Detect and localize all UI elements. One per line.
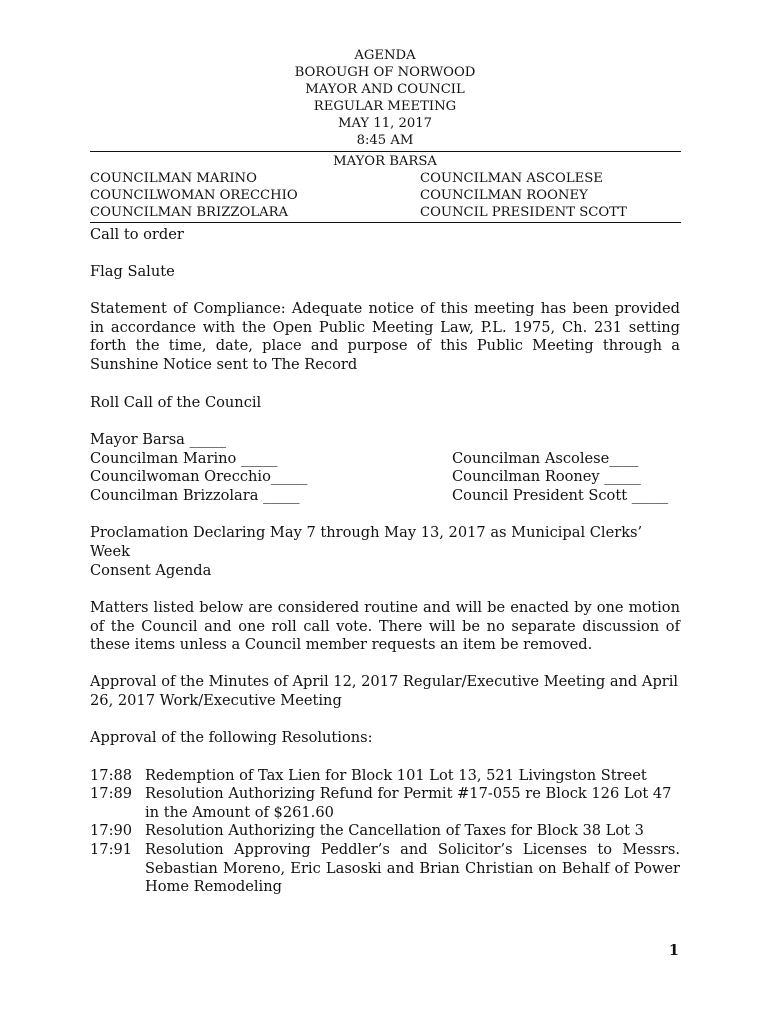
resolution-text: Resolution Authorizing the Cancellation of Taxes for Block 38 Lot 3 bbox=[145, 822, 644, 839]
flag-salute: Flag Salute bbox=[90, 263, 175, 280]
resolution-text: Resolution Approving Peddler’s and Solicitor’s Licenses to Messrs. Sebastian Moreno, Eric Lasoski and Brian Christian on Behalf of Power Home Remodeling bbox=[145, 841, 680, 896]
statement-of-compliance: Statement of Compliance: Adequate notice of this meeting has been provided in accordance with the Open Public Meeting Law, P.L. 1975, Ch. 231 setting forth the time, date, place and purpose of this Public Meeting through a Sunshine Notice sent to The Record bbox=[90, 300, 680, 373]
resolutions-title: Approval of the following Resolutions: bbox=[90, 729, 373, 746]
roll-call-left-3: Councilman Brizzolara _____ bbox=[90, 487, 300, 504]
resolution-number: 17:90 bbox=[90, 822, 133, 839]
roll-call-left-1: Councilman Marino _____ bbox=[90, 450, 278, 467]
resolution-number: 17:91 bbox=[90, 841, 133, 858]
proclamation: Proclamation Declaring May 7 through May 13, 2017 as Municipal Clerks’ Week bbox=[90, 524, 643, 560]
mayor-name: MAYOR BARSA bbox=[333, 154, 437, 169]
roll-call-left-2: Councilwoman Orecchio_____ bbox=[90, 468, 308, 485]
council-member-right-1: COUNCILMAN ASCOLESE bbox=[420, 171, 603, 186]
call-to-order: Call to order bbox=[90, 226, 184, 243]
resolution-text-continued: in the Amount of $261.60 bbox=[145, 804, 334, 821]
consent-agenda-text: Matters listed below are considered routine and will be enacted by one motion of the Council and one roll call vote. There will be no separate discussion of these items unless a Council member requests an item be removed. bbox=[90, 599, 680, 654]
council-member-right-3: COUNCIL PRESIDENT SCOTT bbox=[420, 205, 627, 220]
body-name: MAYOR AND COUNCIL bbox=[305, 82, 465, 97]
meeting-type: REGULAR MEETING bbox=[313, 99, 457, 114]
page-number: 1 bbox=[668, 942, 679, 959]
agenda-title: AGENDA bbox=[354, 48, 416, 63]
resolution-number: 17:89 bbox=[90, 785, 133, 802]
roll-call-right-2: Councilman Rooney _____ bbox=[452, 468, 641, 485]
roll-call-mayor: Mayor Barsa _____ bbox=[90, 431, 227, 448]
header-top-rule bbox=[90, 151, 681, 152]
resolution-number: 17:88 bbox=[90, 767, 133, 784]
council-member-left-2: COUNCILWOMAN ORECCHIO bbox=[90, 188, 298, 203]
resolution-text: Redemption of Tax Lien for Block 101 Lot 13, 521 Livingston Street bbox=[145, 767, 647, 784]
council-member-left-3: COUNCILMAN BRIZZOLARA bbox=[90, 205, 289, 220]
council-member-left-1: COUNCILMAN MARINO bbox=[90, 171, 257, 186]
roll-call-title: Roll Call of the Council bbox=[90, 394, 262, 411]
roll-call-right-1: Councilman Ascolese____ bbox=[452, 450, 639, 467]
roll-call-right-3: Council President Scott _____ bbox=[452, 487, 669, 504]
minutes-approval: Approval of the Minutes of April 12, 2017 Regular/Executive Meeting and April 26, 2017 Work/Executive Meeting bbox=[90, 673, 679, 709]
meeting-time: 8:45 AM bbox=[356, 133, 414, 148]
consent-agenda-title: Consent Agenda bbox=[90, 562, 212, 579]
header-bottom-rule bbox=[90, 222, 681, 223]
borough-name: BOROUGH OF NORWOOD bbox=[294, 65, 476, 80]
meeting-date: MAY 11, 2017 bbox=[337, 116, 433, 131]
resolution-text: Resolution Authorizing Refund for Permit #17-055 re Block 126 Lot 47 bbox=[145, 785, 672, 802]
council-member-right-2: COUNCILMAN ROONEY bbox=[420, 188, 588, 203]
